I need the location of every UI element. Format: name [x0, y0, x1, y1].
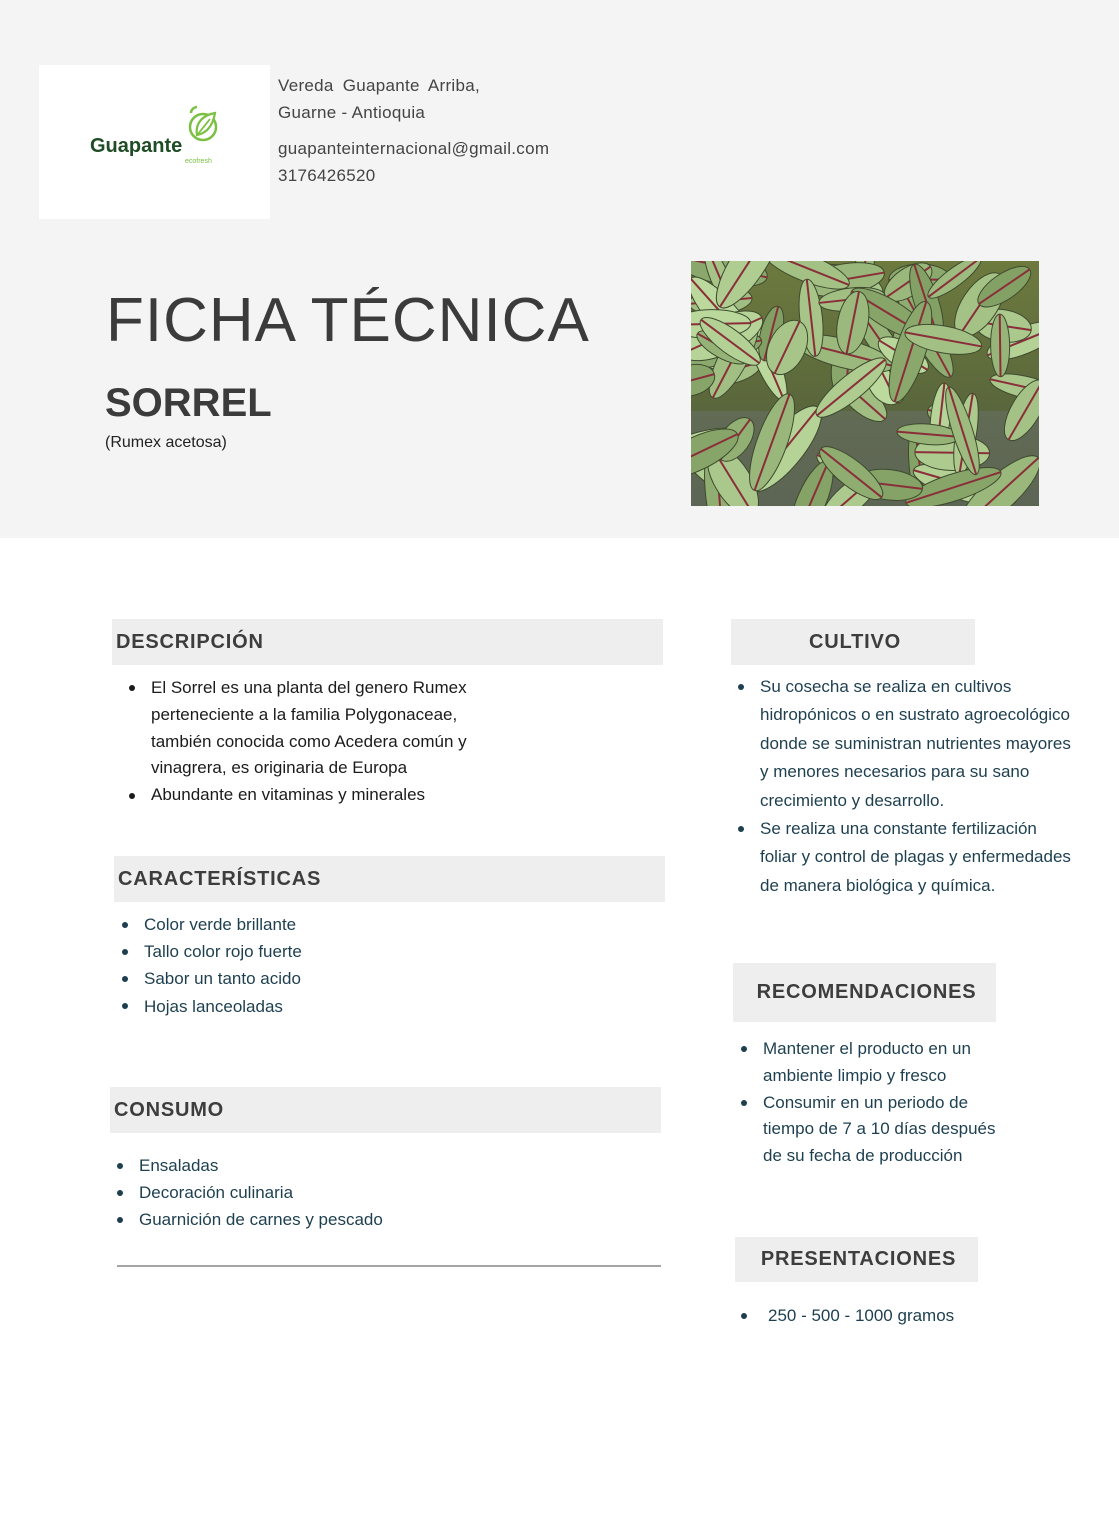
- section-caracteristicas-heading: CARACTERÍSTICAS: [114, 856, 665, 902]
- descripcion-list: [127, 675, 497, 809]
- section-recomendaciones-heading: RECOMENDACIONES: [733, 963, 996, 1022]
- presentaciones-list: [739, 1303, 1039, 1330]
- list-item: Mantener el producto en un ambiente limpio y fresco: [739, 1036, 999, 1090]
- section-consumo-heading: CONSUMO: [110, 1087, 661, 1133]
- product-photo: [691, 261, 1039, 506]
- page-title: FICHA TÉCNICA: [106, 286, 590, 355]
- list-item: Consumir en un periodo de tiempo de 7 a 10 días después de su fecha de producción: [739, 1090, 999, 1170]
- list-item: Guarnición de carnes y pescado: [115, 1207, 515, 1234]
- list-item: Sabor un tanto acido: [120, 965, 520, 992]
- list-item: Decoración culinaria: [115, 1180, 515, 1207]
- consumo-list: [115, 1153, 515, 1233]
- email[interactable]: guapanteinternacional@gmail.com: [278, 139, 550, 158]
- cultivo-list: [736, 673, 1071, 900]
- section-cultivo-heading: CULTIVO: [731, 619, 975, 665]
- leaf-icon: [183, 105, 219, 145]
- logo-sub: ecofresh: [185, 158, 212, 165]
- list-item: Color verde brillante: [120, 911, 520, 938]
- list-item: Tallo color rojo fuerte: [120, 938, 520, 965]
- product-name: SORREL: [105, 381, 272, 425]
- company-logo: [39, 65, 270, 219]
- list-item: 250 - 500 - 1000 gramos: [739, 1303, 1039, 1330]
- address-line-2: Guarne - Antioquia: [278, 103, 426, 122]
- section-presentaciones-heading: PRESENTACIONES: [735, 1237, 978, 1282]
- list-item: Se realiza una constante fertilización foliar y control de plagas y enfermedades de manera biológica y química.: [736, 815, 1071, 900]
- list-item: Ensaladas: [115, 1153, 515, 1180]
- scientific-name: (Rumex acetosa): [105, 434, 227, 451]
- list-item: El Sorrel es una planta del genero Rumex perteneciente a la familia Polygonaceae, también conocida como Acedera común y vinagrera, es originaria de Europa: [127, 675, 497, 782]
- caracteristicas-list: [120, 911, 520, 1020]
- list-item: Abundante en vitaminas y minerales: [127, 782, 497, 809]
- address-line-1: Vereda Guapante Arriba,: [278, 76, 481, 95]
- list-item: Hojas lanceoladas: [120, 993, 520, 1020]
- list-item: Su cosecha se realiza en cultivos hidropónicos o en sustrato agroecológico donde se suministran nutrientes mayores y menores necesarios para su sano crecimiento y desarrollo.: [736, 673, 1071, 815]
- logo-brand: Guapante: [90, 135, 183, 157]
- phone[interactable]: 3176426520: [278, 166, 376, 185]
- divider: [117, 1265, 661, 1267]
- section-descripcion-heading: DESCRIPCIÓN: [112, 619, 663, 665]
- recomendaciones-list: [739, 1036, 999, 1170]
